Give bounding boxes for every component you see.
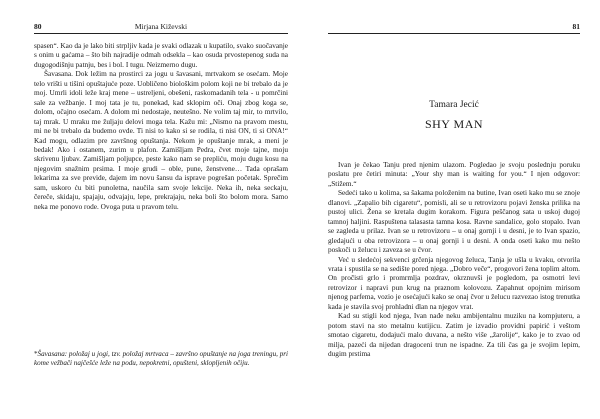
right-page-header	[328, 22, 580, 36]
right-page-body	[328, 160, 580, 359]
right-paragraph: Već u sledećoj sekvenci grčenja njegovog želuca, Tanja je ušla u kvaku, otvorila vrata i spustila se na sedište pored njega. „Dobro veče“, progovori žena toplim altom. On pročisti grlo i promrmlja pozdrav, okrznuvši je pogledom, pa osmotri levi retrovizor i napravi pun krug na praznom kolovozu. Zapahnut opojnim mirisom njenog parfema, vozio je osećajući kako se onaj čvor u želucu razvezao istog trenutka kada je stavila svoj prohladni dlan na njegov vrat.	[328, 254, 580, 311]
story-author: Tamara Jecić	[429, 100, 479, 110]
right-page-number: 81	[572, 22, 580, 31]
right-paragraph: Ivan je čekao Tanju pred njenim ulazom. Pogledao je svoju poslednju poruku poslatu pre četiri minuta: „Your shy man is waiting for you.“ I njen odgovor: „Stižem.“	[328, 160, 580, 188]
footnote	[34, 350, 288, 368]
story-title: SHY MAN	[424, 117, 484, 131]
left-page-header	[34, 22, 288, 36]
right-header-rule	[328, 33, 580, 34]
right-paragraph: Kad su stigli kod njega, Ivan nađe neku ambijentalnu muziku na kompjuteru, a potom stavi na sto metalnu kutijicu. Zatim je izvadio providni papirić i veštom smotao cigaretu, dodajući malo duvana, a nešto više „žarolije“, kako je to zvao od milja, pazeći da nijedan dragoceni trun ne ispadne. Za tili čas ga je svojim lepim, dugim prstima	[328, 311, 580, 359]
footnote-text: Šavasana: položaj u jogi, tzv. položaj mrtvaca – završno opuštanje na joga treningu, pri kome vežbači najčešće leže na podu, nepokretni, opušteni, sklopljenih očiju.	[34, 350, 288, 368]
left-page-body	[34, 41, 288, 211]
left-paragraph: spasen“. Kao da je lako biti strpljiv kada je svaki odlazak u kupatilo, svako suočavanje s onim u gaćama – što bih najradije odmah odsekla – kao osuda prvostepenog suda na dugogodišnju patnju, bes i bol. I tugu. Neizmerno dugu.	[34, 41, 288, 69]
footnote-mark: *	[34, 350, 38, 358]
left-header-rule	[34, 33, 288, 34]
right-paragraph: Sedeći tako u kolima, sa šakama položenim na butine, Ivan oseti kako mu se znoje dlanovi. „Zapalio bih cigaretu“, pomisli, ali se u retrovizoru pojavi ženska prilika na pustoj ulici. Žena se kretala dugim korakom. Figura peščanog sata u uskoj dugoj tamnoj haljini. Raspuštena talasasta tamna kosa. Ravne sandalice, golo stopalo. Ivan se zagleda u prilaz. Ivan se u retrovizoru – u onaj gornji i u desni, je to Ivan spazio, gledajući u oba retrovizora – u onaj gornji i u desni. A onda oseti kako mu nešto poskoči u želucu i zaveza se u čvor.	[328, 188, 580, 255]
running-head-author: Mirjana Kiževski	[134, 22, 188, 31]
left-paragraph: Šavasana. Dok ležim na prostirci za jogu u šavasani, mrtvakom se osećam. Moje telo vrišti u tišini opuštajuće poze. Uobličeno biološkim polom koji ne bi trebalo da je moj. Umrli idoli leže kraj mene – ustreljeni, obešeni, raskomadanih tela - u pomrčini sale za vežbanje. I moj tata je tu, ponekad, kad sklopim oči. Onaj zbog koga se, dolom, očajno osećam. A dolom mi nedostaje, neutešno. Ne volim taj mir, to mrtvilo, taj mrak. U mraku me žuljaju delovi moga tela. Kažu mi: „Nismo na pravom mestu, mi ne bi trebalo da budemo ovde. Ti nisi to kako si se rodila, ti nisi ON, ti si ONA!“ Kad mogu, odlazim pre završnog opuštanja. Nekom je opuštanje mrak, a meni je bedak! Ako i ostanem, zurim u plafon. Zamišljam Pedra, čvet moje tajne, moju skrivenu ljubav. Zamišljam poljupce, peste kako nam se prepliću, moju dugu kosu na njegovim snažnim prsima. I moje grudi – oble, pune, ženstvene… Tada oprašam lekarima za sve previde, dajem im novu šansu da isprave pogrešan početak. Sprečim sam, uskoro ću biti punoletna, naučila sam svoje lekcije. Neka ih, neka seckaju, čereče, skidaju, spajaju, odvajaju, lepe, prekrajaju, neka boli što bolom mora. Samo neka me ponovo rode. Ovoga puta u pravom telu.	[34, 69, 288, 211]
right-page	[300, 0, 600, 419]
left-page-number: 80	[34, 22, 42, 31]
